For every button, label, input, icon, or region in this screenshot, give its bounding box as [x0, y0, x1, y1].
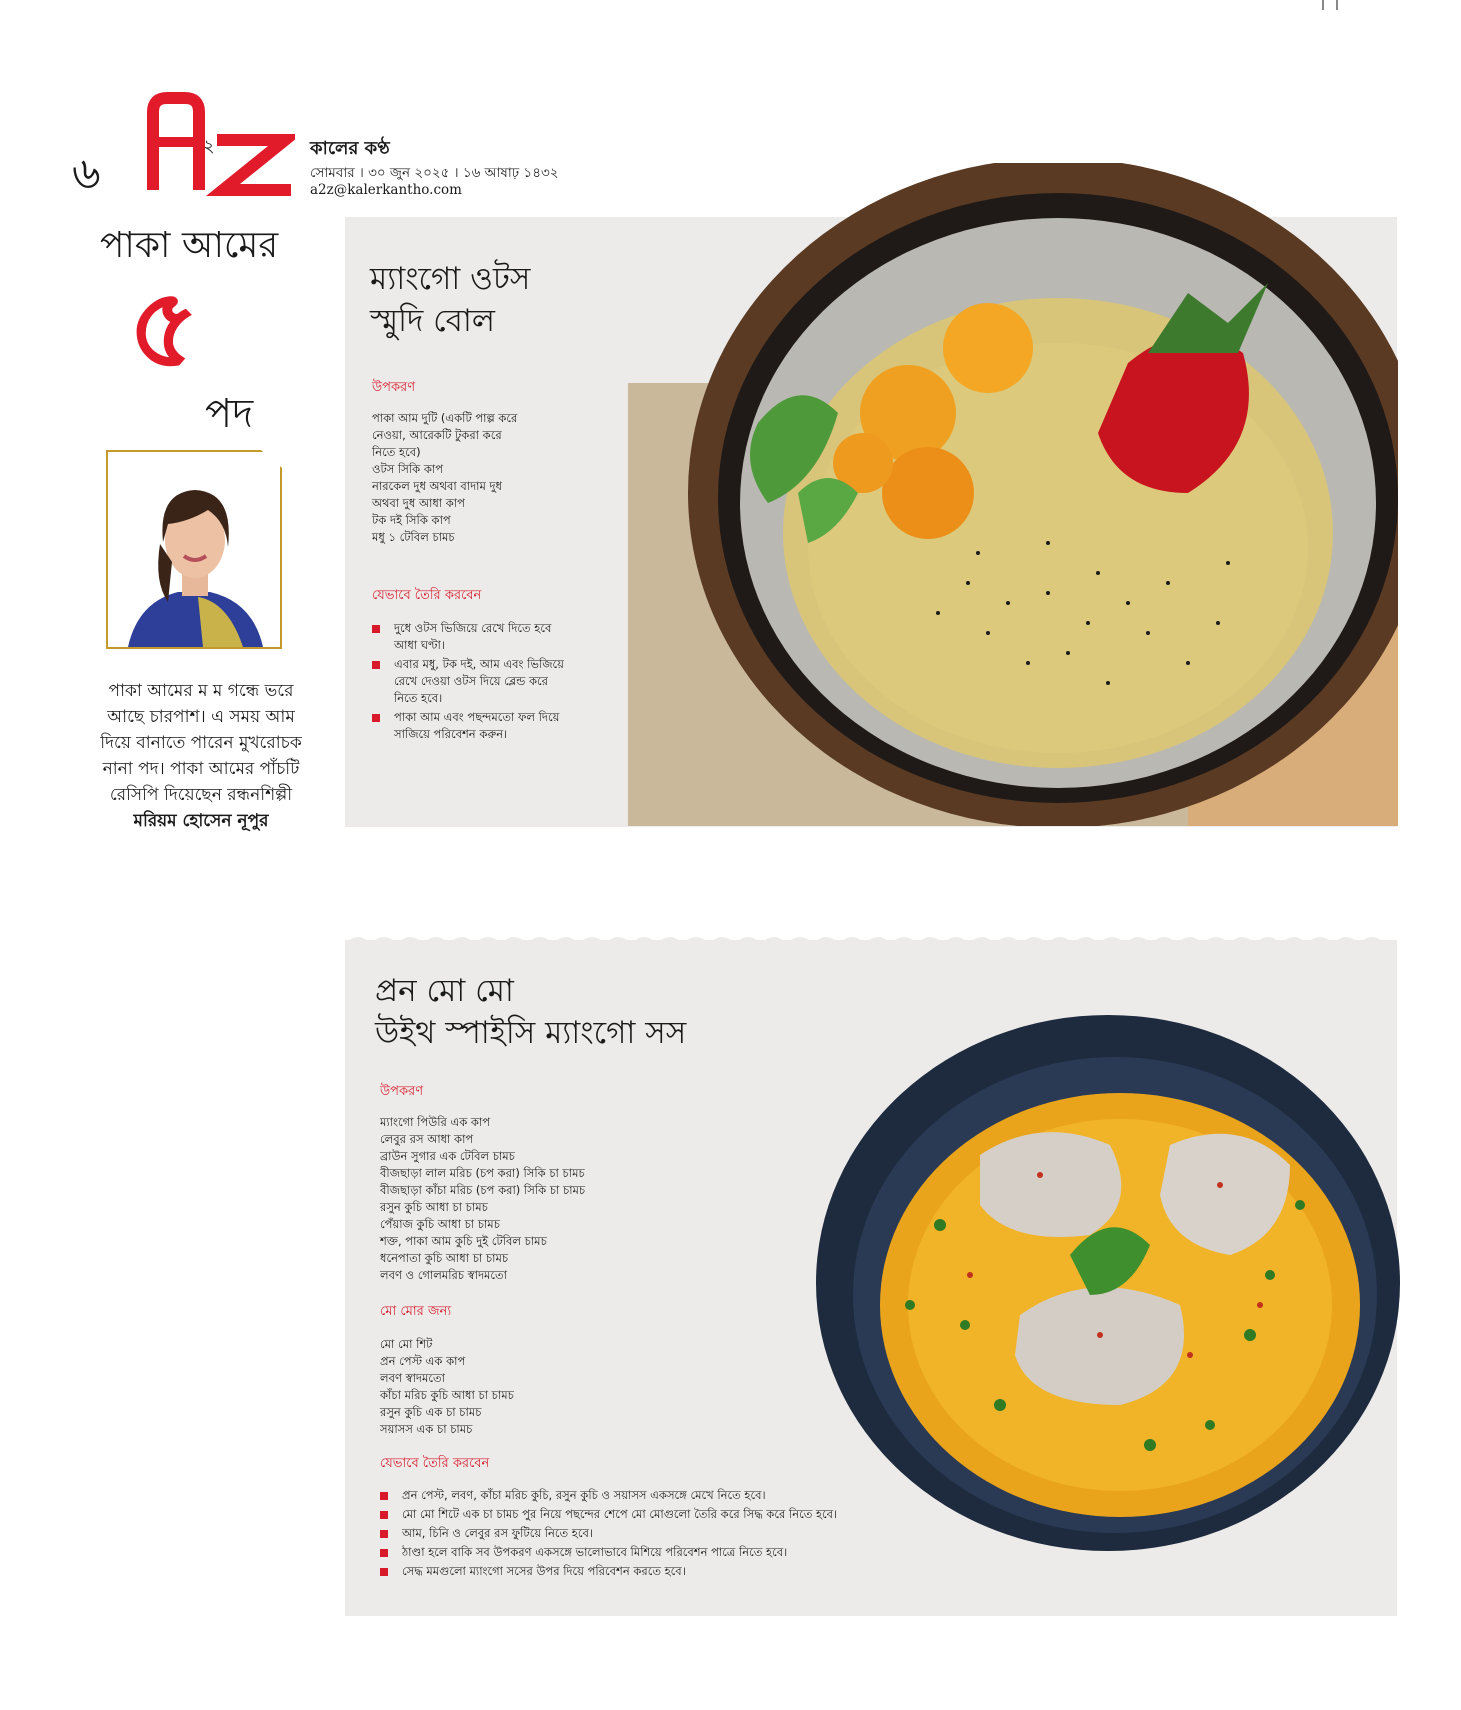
recipe2-title-line1: প্রন মো মো: [375, 973, 514, 1009]
recipe1-title-line2: স্মুদি বোল: [370, 303, 496, 339]
author-portrait: [106, 450, 282, 649]
ingredient-line: লেবুর রস আধা কাপ: [380, 1132, 474, 1146]
ingredient-line: সয়াসস এক চা চামচ: [380, 1422, 473, 1436]
mango-smoothie-bowl-photo: [628, 163, 1398, 826]
ingredient-line: বীজছাড়া লাল মরিচ (চপ করা) সিকি চা চামচ: [380, 1166, 585, 1180]
intro-text: পাকা আমের ম ম গন্ধে ভরে আছে চারপাশ। এ সময় আম দিয়ে বানাতে পারেন মুখরোচক নানা পদ। পাকা আমের পাঁচটি রেসিপি দিয়েছেন রন্ধনশিল্পী: [100, 681, 302, 805]
feature-title-line1: পাকা আমের: [100, 225, 279, 266]
ingredient-line: রসুন কুচি এক চা চামচ: [380, 1405, 482, 1419]
author-name: মরিয়ম হোসেন নূপুর: [133, 811, 269, 831]
page-edge-mark: [1322, 0, 1338, 10]
svg-text:২: ২: [203, 136, 215, 157]
ingredient-line: ওটস সিকি কাপ: [372, 462, 444, 476]
ingredient-line: নেওয়া, আরেকটি টুকরা করে: [372, 428, 502, 442]
page-number: ৬: [72, 148, 101, 199]
ingredient-line: ব্রাউন সুগার এক টেবিল চামচ: [380, 1149, 515, 1163]
recipe1-ingredients-list: [372, 410, 592, 546]
prawn-momo-photo: [790, 1005, 1402, 1565]
recipe2-title: [375, 970, 975, 1054]
ingredient-line: রসুন কুচি আধা চা চামচ: [380, 1200, 488, 1214]
ingredient-line: লবণ ও গোলমরিচ স্বাদমতো: [380, 1268, 508, 1282]
recipe1-ingredients-heading: উপকরণ: [372, 380, 416, 395]
step-item: এবার মধু, টক দই, আম এবং ভিজিয়ে রেখে দেওয়া ওটস দিয়ে ব্লেন্ড করে নিতে হবে।: [372, 656, 572, 707]
recipe2-steps-list: [380, 1487, 900, 1582]
feature-title-line2: পদ: [205, 391, 254, 437]
ingredient-line: টক দই সিকি কাপ: [372, 513, 451, 527]
step-item: আম, চিনি ও লেবুর রস ফুটিয়ে নিতে হবে।: [380, 1525, 900, 1542]
ingredient-line: পাকা আম দুটি (একটি পাল্প করে: [372, 411, 518, 425]
recipe2-momo-list: [380, 1336, 514, 1438]
ingredient-line: শক্ত, পাকা আম কুচি দুই টেবিল চামচ: [380, 1234, 547, 1248]
recipe1-title: [370, 258, 670, 342]
author-portrait-image: [108, 452, 280, 647]
step-item: দুধে ওটস ভিজিয়ে রেখে দিতে হবে আধা ঘণ্টা।: [372, 620, 572, 654]
ingredient-line: মধু ১ টেবিল চামচ: [372, 530, 455, 544]
recipe1-steps-heading: যেভাবে তৈরি করবেন: [372, 588, 482, 603]
intro-paragraph: [96, 678, 306, 834]
ingredient-line: কাঁচা মরিচ কুচি আধা চা চামচ: [380, 1388, 514, 1402]
recipe2-momo-heading: মো মোর জন্য: [380, 1304, 452, 1319]
step-item: প্রন পেস্ট, লবণ, কাঁচা মরিচ কুচি, রসুন কুচি ও সয়াসস একসঙ্গে মেখে নিতে হবে।: [380, 1487, 900, 1504]
ingredient-line: প্রন পেস্ট এক কাপ: [380, 1354, 466, 1368]
ingredient-line: বীজছাড়া কাঁচা মরিচ (চপ করা) সিকি চা চামচ: [380, 1183, 586, 1197]
ingredient-line: পেঁয়াজ কুচি আধা চা চামচ: [380, 1217, 500, 1231]
recipe2-ingredients-heading: উপকরণ: [380, 1084, 424, 1099]
ingredient-line: ধনেপাতা কুচি আধা চা চামচ: [380, 1251, 509, 1265]
ingredient-line: ম্যাংগো পিউরি এক কাপ: [380, 1115, 491, 1129]
contact-email[interactable]: a2z@kalerkantho.com: [310, 182, 462, 198]
publication-date: সোমবার । ৩০ জুন ২০২৫ । ১৬ আষাঢ় ১৪৩২: [310, 165, 559, 181]
step-item: মো মো শিটে এক চা চামচ পুর নিয়ে পছন্দের শেপে মো মোগুলো তৈরি করে সিদ্ধ করে নিতে হবে।: [380, 1506, 900, 1523]
ingredient-line: লবণ স্বাদমতো: [380, 1371, 445, 1385]
recipe2-title-line2: উইথ স্পাইসি ম্যাংগো সস: [375, 1015, 687, 1051]
paper-name: কালের কণ্ঠ: [310, 138, 390, 159]
feature-title-number: ৫: [128, 263, 200, 392]
recipe1-title-line1: ম্যাংগো ওটস: [370, 261, 531, 297]
recipe2-ingredients-list: [380, 1114, 585, 1284]
a2z-logo: [145, 92, 295, 197]
ingredient-line: অথবা দুধ আধা কাপ: [372, 496, 465, 510]
step-item: ঠাণ্ডা হলে বাকি সব উপকরণ একসঙ্গে ভালোভাবে মিশিয়ে পরিবেশন পাত্রে নিতে হবে।: [380, 1544, 900, 1561]
recipe2-steps-heading: যেভাবে তৈরি করবেন: [380, 1456, 490, 1471]
ingredient-line: নারকেল দুধ অথবা বাদাম দুধ: [372, 479, 502, 493]
step-item: সেদ্ধ মমগুলো ম্যাংগো সসের উপর দিয়ে পরিবেশন করতে হবে।: [380, 1563, 900, 1580]
step-item: পাকা আম এবং পছন্দমতো ফল দিয়ে সাজিয়ে পরিবেশন করুন।: [372, 709, 572, 743]
recipe1-steps-list: [372, 620, 572, 745]
ingredient-line: মো মো শিট: [380, 1337, 433, 1351]
ingredient-line: নিতে হবে): [372, 445, 421, 459]
